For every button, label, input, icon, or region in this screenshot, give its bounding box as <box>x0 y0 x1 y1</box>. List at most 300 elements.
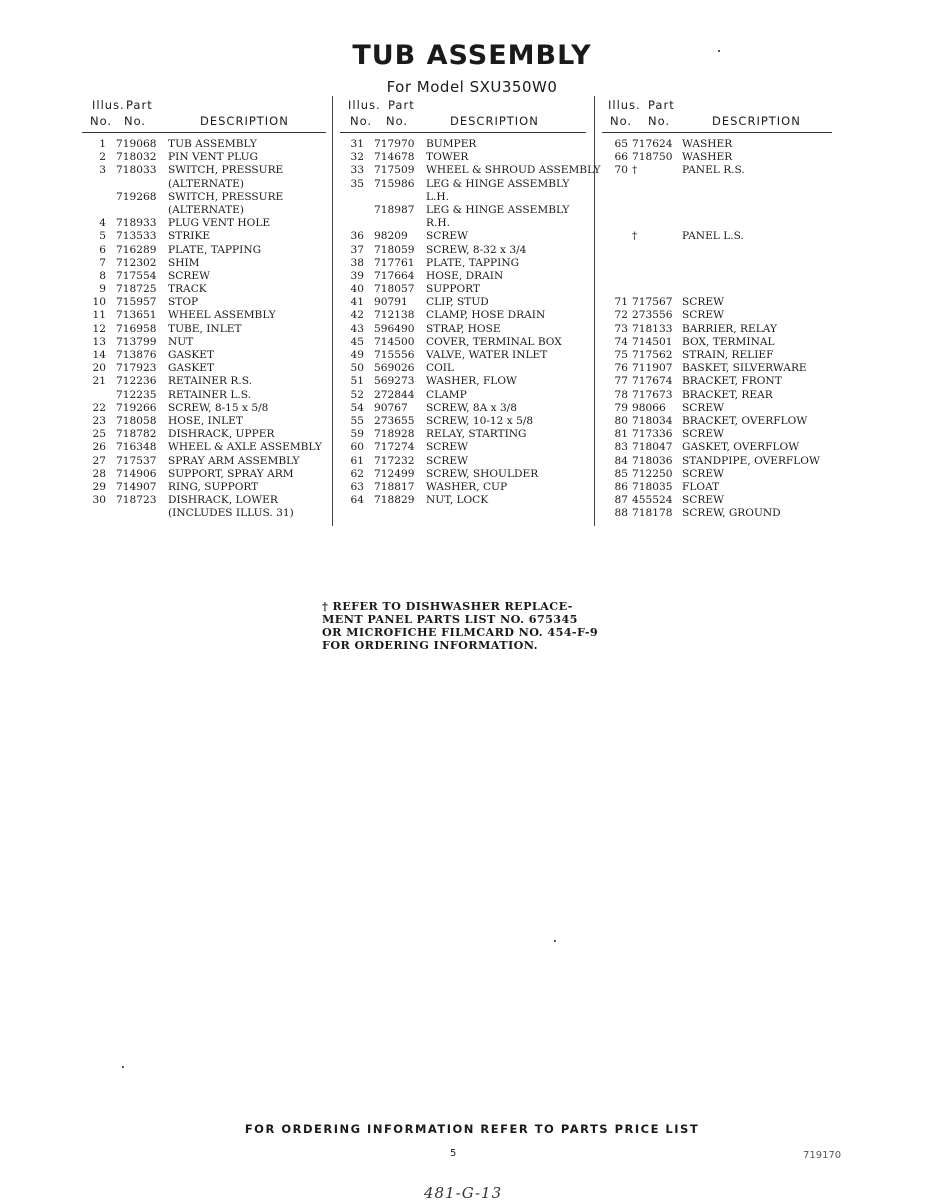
illus-number: 4 <box>99 217 106 230</box>
part-number: 712138 <box>374 309 415 322</box>
illus-number: 84 <box>614 454 628 467</box>
illus-number: 26 <box>92 441 106 454</box>
part-description: LEG & HINGE ASSEMBLY <box>426 177 570 190</box>
parts-row <box>602 441 832 454</box>
part-number: 718933 <box>116 217 157 230</box>
parts-row <box>82 415 326 428</box>
parts-row <box>340 481 586 494</box>
parts-row <box>82 349 326 362</box>
part-number: 273556 <box>632 309 673 322</box>
header-part-no: No. <box>124 114 147 128</box>
footer-note: FOR ORDERING INFORMATION REFER TO PARTS PRICE LIST <box>244 1122 700 1136</box>
part-number: 718178 <box>632 507 673 520</box>
part-number: 98209 <box>374 230 408 243</box>
column-divider <box>332 96 333 526</box>
illus-number: 61 <box>350 454 364 467</box>
illus-number: 30 <box>92 494 106 507</box>
parts-row <box>602 455 832 468</box>
illus-number: 39 <box>350 269 364 282</box>
note-line: FOR ORDERING INFORMATION. <box>322 638 538 652</box>
parts-row <box>340 415 586 428</box>
part-description: SUPPORT <box>426 283 480 296</box>
part-number: 717562 <box>632 349 673 361</box>
part-number: 718036 <box>632 454 673 467</box>
part-description: GASKET, OVERFLOW <box>682 441 800 454</box>
parts-row <box>602 244 832 257</box>
illus-number: 87 <box>614 494 628 507</box>
parts-row <box>82 375 326 388</box>
part-description: PIN VENT PLUG <box>168 151 259 164</box>
illus-number: 42 <box>350 309 364 322</box>
parts-row <box>602 468 832 481</box>
illus-number: 43 <box>350 322 364 335</box>
part-number: 715957 <box>116 296 157 309</box>
header-no: No. <box>610 114 633 128</box>
parts-column-2 <box>340 96 601 507</box>
parts-row <box>602 336 832 349</box>
part-description: PLATE, TAPPING <box>168 243 262 256</box>
part-description: SCREW, 10-12 x 5/8 <box>426 414 534 427</box>
part-description: BRACKET, REAR <box>682 388 773 401</box>
part-number: 714678 <box>374 151 415 164</box>
part-description: GASKET <box>168 349 215 361</box>
model-subtitle: For Model SXU350W0 <box>386 78 558 96</box>
part-number: 719268 <box>116 190 157 203</box>
part-description: WHEEL & SHROUD ASSEMBLY <box>426 164 601 177</box>
part-number: 717664 <box>374 269 415 282</box>
part-description: SCREW <box>426 441 468 454</box>
parts-row <box>82 494 326 507</box>
part-number: 713533 <box>116 230 157 243</box>
part-number: 712302 <box>116 256 157 269</box>
illus-number: 2 <box>99 151 106 164</box>
part-number: † <box>632 230 638 243</box>
parts-row <box>82 481 326 494</box>
parts-row <box>340 217 586 230</box>
part-number: 713651 <box>116 309 157 322</box>
illus-number: 74 <box>614 335 628 348</box>
part-description: STOP <box>168 296 199 309</box>
part-description: CLAMP <box>426 388 467 401</box>
parts-row <box>340 349 586 362</box>
parts-row <box>82 389 326 402</box>
illus-number: 79 <box>614 401 628 414</box>
parts-row <box>340 441 586 454</box>
parts-row <box>340 389 586 402</box>
part-number: 715986 <box>374 177 415 190</box>
parts-row <box>602 402 832 415</box>
illus-number: 3 <box>99 164 106 177</box>
part-number: 718725 <box>116 283 157 296</box>
illus-number: 12 <box>92 322 106 335</box>
parts-list <box>602 138 832 520</box>
header-description: DESCRIPTION <box>712 114 801 128</box>
parts-row <box>82 455 326 468</box>
part-description: SWITCH, PRESSURE <box>168 190 284 203</box>
column-header <box>602 96 832 132</box>
part-number: 718057 <box>374 283 415 296</box>
part-description: TOWER <box>426 151 469 164</box>
note-line: OR MICROFICHE FILMCARD NO. 454-F-9 <box>322 625 599 639</box>
part-description: BRACKET, OVERFLOW <box>682 414 808 427</box>
part-description: SCREW, 8A x 3/8 <box>426 401 517 414</box>
parts-row <box>82 336 326 349</box>
parts-row <box>82 296 326 309</box>
parts-row <box>82 428 326 441</box>
header-no: No. <box>350 114 373 128</box>
illus-number: 14 <box>92 349 106 361</box>
scan-speck <box>554 940 556 942</box>
part-number: 712250 <box>632 467 673 480</box>
parts-row <box>602 494 832 507</box>
illus-number: 72 <box>614 309 628 322</box>
illus-number: 32 <box>350 151 364 164</box>
part-description: (ALTERNATE) <box>168 177 245 190</box>
part-number: 711907 <box>632 362 673 375</box>
illus-number: 31 <box>350 138 364 150</box>
parts-row <box>82 151 326 164</box>
parts-row <box>602 204 832 217</box>
part-number: 718033 <box>116 164 157 177</box>
part-number: 714501 <box>632 335 673 348</box>
document-number: 719170 <box>803 1150 842 1161</box>
part-number: 569026 <box>374 362 415 375</box>
part-description: COIL <box>426 362 455 375</box>
part-description: SCREW <box>426 454 468 467</box>
part-number: 717232 <box>374 454 415 467</box>
handwritten-note: 481-G-13 <box>424 1184 503 1202</box>
part-description: SCREW <box>682 296 724 309</box>
part-description: WASHER <box>682 151 733 164</box>
parts-column-1 <box>82 96 326 520</box>
scan-speck <box>122 1066 124 1068</box>
part-description: TUB ASSEMBLY <box>168 138 257 150</box>
illus-number: 88 <box>614 507 628 520</box>
illus-number: 64 <box>350 494 364 507</box>
parts-row <box>602 257 832 270</box>
illus-number: 29 <box>92 480 106 493</box>
parts-row <box>602 230 832 243</box>
header-illus: Illus. <box>348 98 381 112</box>
page-title: TUB ASSEMBLY <box>352 40 592 71</box>
part-description: WHEEL & AXLE ASSEMBLY <box>168 441 322 454</box>
parts-row <box>340 178 586 191</box>
illus-number: 59 <box>350 428 364 441</box>
illus-number: 54 <box>350 401 364 414</box>
panel-note <box>322 600 652 652</box>
part-description: STRIKE <box>168 230 211 243</box>
illus-number: 10 <box>92 296 106 309</box>
parts-row <box>82 309 326 322</box>
part-number: 717761 <box>374 256 415 269</box>
part-description: PANEL R.S. <box>682 164 745 177</box>
part-description: TUBE, INLET <box>168 322 242 335</box>
parts-row <box>602 217 832 230</box>
parts-row <box>82 178 326 191</box>
part-number: 713876 <box>116 349 157 361</box>
illus-number: 78 <box>614 388 628 401</box>
part-number: 718829 <box>374 494 415 507</box>
part-number: † <box>632 164 638 177</box>
illus-number: 63 <box>350 480 364 493</box>
parts-row <box>340 375 586 388</box>
parts-row <box>340 283 586 296</box>
part-description: TRACK <box>168 283 207 296</box>
part-description: WASHER, CUP <box>426 480 508 493</box>
illus-number: 50 <box>350 362 364 375</box>
part-description: HOSE, DRAIN <box>426 269 504 282</box>
part-number: 718817 <box>374 480 415 493</box>
part-description: FLOAT <box>682 480 720 493</box>
illus-number: 55 <box>350 414 364 427</box>
parts-row <box>340 138 586 151</box>
parts-row <box>602 415 832 428</box>
parts-row <box>602 309 832 322</box>
part-description: WASHER, FLOW <box>426 375 517 388</box>
part-number: 718047 <box>632 441 673 454</box>
part-description: VALVE, WATER INLET <box>426 349 548 361</box>
illus-number: 85 <box>614 467 628 480</box>
part-number: 455524 <box>632 494 673 507</box>
parts-list <box>340 138 601 507</box>
part-number: 717673 <box>632 388 673 401</box>
illus-number: 66 <box>614 151 628 164</box>
part-description: DISHRACK, LOWER <box>168 494 278 507</box>
parts-row <box>340 164 601 177</box>
parts-row <box>602 164 832 177</box>
part-description: BOX, TERMINAL <box>682 335 775 348</box>
part-number: 714906 <box>116 467 157 480</box>
illus-number: 7 <box>99 256 106 269</box>
parts-row <box>340 270 586 283</box>
illus-number: 28 <box>92 467 106 480</box>
illus-number: 5 <box>99 230 106 243</box>
part-description: NUT, LOCK <box>426 494 489 507</box>
parts-row <box>602 349 832 362</box>
part-description: SCREW <box>426 230 468 243</box>
part-description: L.H. <box>426 190 450 203</box>
part-number: 719266 <box>116 401 157 414</box>
header-rule <box>82 132 326 133</box>
parts-row <box>602 389 832 402</box>
parts-row <box>602 362 832 375</box>
part-number: 712499 <box>374 467 415 480</box>
parts-list <box>82 138 326 520</box>
part-number: 718133 <box>632 322 673 335</box>
part-number: 712236 <box>116 375 157 388</box>
part-description: SCREW, GROUND <box>682 507 781 520</box>
part-description: SCREW, SHOULDER <box>426 467 539 480</box>
part-description: CLAMP, HOSE DRAIN <box>426 309 546 322</box>
parts-row <box>602 191 832 204</box>
part-description: GASKET <box>168 362 215 375</box>
parts-row <box>340 296 586 309</box>
part-number: 717624 <box>632 138 673 150</box>
part-number: 717970 <box>374 138 415 150</box>
parts-row <box>602 323 832 336</box>
parts-row <box>340 244 586 257</box>
part-number: 716348 <box>116 441 157 454</box>
part-description: PANEL L.S. <box>682 230 744 243</box>
illus-number: 80 <box>614 414 628 427</box>
parts-row <box>340 362 586 375</box>
parts-row <box>340 323 586 336</box>
illus-number: 35 <box>350 177 364 190</box>
illus-number: 25 <box>92 428 106 441</box>
part-number: 718059 <box>374 243 415 256</box>
illus-number: 65 <box>614 138 628 150</box>
parts-row <box>82 217 326 230</box>
illus-number: 11 <box>92 309 106 322</box>
parts-row <box>82 283 326 296</box>
illus-number: 13 <box>92 335 106 348</box>
parts-row <box>340 336 586 349</box>
part-number: 273655 <box>374 414 415 427</box>
part-number: 718035 <box>632 480 673 493</box>
parts-row <box>602 507 832 520</box>
part-number: 718750 <box>632 151 673 164</box>
part-description: BUMPER <box>426 138 477 150</box>
parts-row <box>602 138 832 151</box>
header-description: DESCRIPTION <box>200 114 289 128</box>
part-description: RETAINER R.S. <box>168 375 252 388</box>
part-number: 718723 <box>116 494 157 507</box>
part-number: 718782 <box>116 428 157 441</box>
part-description: RELAY, STARTING <box>426 428 527 441</box>
part-number: 90791 <box>374 296 408 309</box>
part-number: 272844 <box>374 388 415 401</box>
part-description: (INCLUDES ILLUS. 31) <box>168 507 294 520</box>
part-number: 717567 <box>632 296 673 309</box>
illus-number: 36 <box>350 230 364 243</box>
illus-number: 51 <box>350 375 364 388</box>
part-description: NUT <box>168 335 194 348</box>
part-number: 717923 <box>116 362 157 375</box>
header-part: Part <box>388 98 415 112</box>
parts-row <box>340 191 586 204</box>
part-description: STRAIN, RELIEF <box>682 349 774 361</box>
parts-row <box>82 244 326 257</box>
part-description: STANDPIPE, OVERFLOW <box>682 454 820 467</box>
note-line: † REFER TO DISHWASHER REPLACE- <box>322 599 573 613</box>
illus-number: 20 <box>92 362 106 375</box>
part-number: 715556 <box>374 349 415 361</box>
header-illus: Illus. <box>92 98 125 112</box>
part-description: BASKET, SILVERWARE <box>682 362 807 375</box>
part-number: 718987 <box>374 203 415 216</box>
column-header <box>340 96 586 132</box>
part-number: 716289 <box>116 243 157 256</box>
part-description: RETAINER L.S. <box>168 388 252 401</box>
part-description: SCREW, 8-32 x 3/4 <box>426 243 527 256</box>
note-line: MENT PANEL PARTS LIST NO. 675345 <box>322 612 578 626</box>
parts-row <box>340 428 586 441</box>
parts-row <box>602 428 832 441</box>
parts-row <box>82 270 326 283</box>
part-description: SCREW <box>682 494 724 507</box>
header-part-no: No. <box>386 114 409 128</box>
parts-row <box>340 402 586 415</box>
part-number: 717537 <box>116 454 157 467</box>
header-description: DESCRIPTION <box>450 114 539 128</box>
part-number: 717274 <box>374 441 415 454</box>
parts-row <box>602 296 832 309</box>
parts-row <box>340 151 586 164</box>
parts-row <box>602 178 832 191</box>
illus-number: 60 <box>350 441 364 454</box>
parts-row <box>82 138 326 151</box>
illus-number: 8 <box>99 269 106 282</box>
part-number: 718058 <box>116 414 157 427</box>
header-part-no: No. <box>648 114 671 128</box>
illus-number: 70 <box>614 164 628 177</box>
illus-number: 6 <box>99 243 106 256</box>
part-description: SCREW, 8-15 x 5/8 <box>168 401 269 414</box>
illus-number: 23 <box>92 414 106 427</box>
illus-number: 71 <box>614 296 628 309</box>
part-description: SCREW <box>168 269 210 282</box>
part-description: SCREW <box>682 428 724 441</box>
part-description: WHEEL ASSEMBLY <box>168 309 276 322</box>
parts-row <box>82 441 326 454</box>
illus-number: 37 <box>350 243 364 256</box>
scan-speck <box>718 50 720 52</box>
part-description: SCREW <box>682 309 724 322</box>
page-number: 5 <box>450 1148 457 1159</box>
illus-number: 49 <box>350 349 364 361</box>
header-rule <box>602 132 832 133</box>
part-description: (ALTERNATE) <box>168 203 245 216</box>
parts-row <box>340 455 586 468</box>
parts-row <box>602 283 832 296</box>
illus-number: 86 <box>614 480 628 493</box>
part-number: 718034 <box>632 414 673 427</box>
part-number: 596490 <box>374 322 415 335</box>
illus-number: 22 <box>92 401 106 414</box>
illus-number: 21 <box>92 375 106 388</box>
parts-row <box>82 164 326 177</box>
part-number: 98066 <box>632 401 666 414</box>
part-description: PLATE, TAPPING <box>426 256 520 269</box>
part-number: 569273 <box>374 375 415 388</box>
part-description: SWITCH, PRESSURE <box>168 164 284 177</box>
parts-row <box>340 204 586 217</box>
part-description: DISHRACK, UPPER <box>168 428 275 441</box>
header-part: Part <box>126 98 153 112</box>
part-number: 718032 <box>116 151 157 164</box>
part-description: BRACKET, FRONT <box>682 375 782 388</box>
parts-row <box>602 375 832 388</box>
part-description: SHIM <box>168 256 200 269</box>
part-number: 718928 <box>374 428 415 441</box>
part-description: RING, SUPPORT <box>168 480 259 493</box>
illus-number: 83 <box>614 441 628 454</box>
illus-number: 41 <box>350 296 364 309</box>
illus-number: 33 <box>350 164 364 177</box>
part-description: HOSE, INLET <box>168 414 243 427</box>
part-number: 717509 <box>374 164 415 177</box>
illus-number: 62 <box>350 467 364 480</box>
illus-number: 73 <box>614 322 628 335</box>
parts-row <box>82 468 326 481</box>
part-number: 90767 <box>374 401 408 414</box>
part-description: SUPPORT, SPRAY ARM <box>168 467 294 480</box>
illus-number: 77 <box>614 375 628 388</box>
parts-row <box>602 151 832 164</box>
part-description: STRAP, HOSE <box>426 322 501 335</box>
illus-number: 40 <box>350 283 364 296</box>
illus-number: 38 <box>350 256 364 269</box>
